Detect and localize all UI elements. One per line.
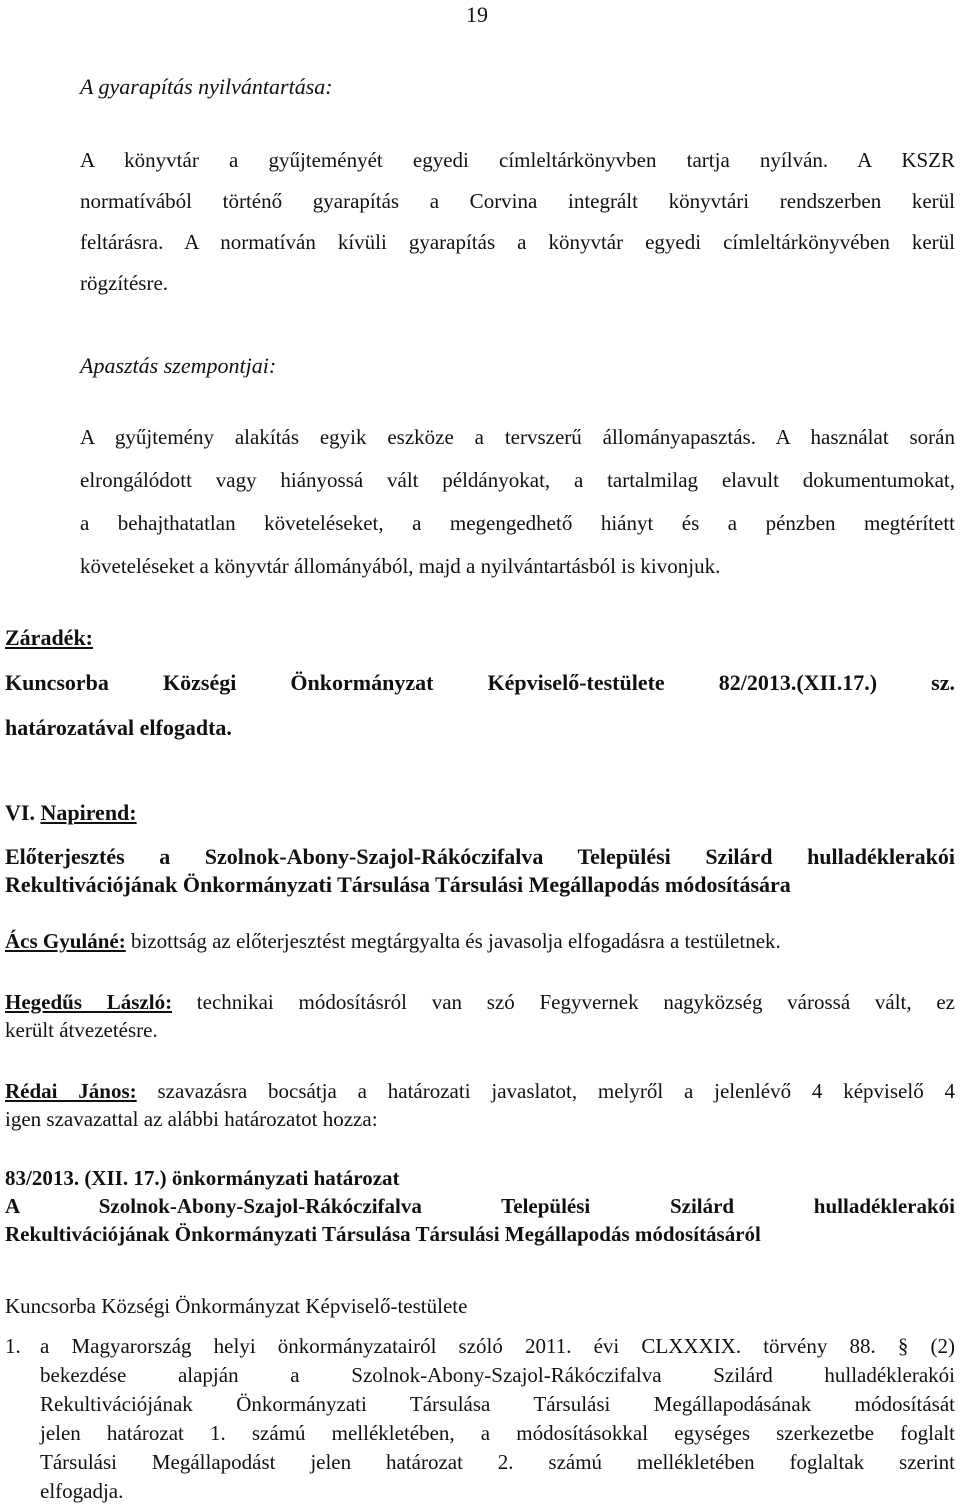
statement-line: igen szavazattal az alábbi határozatot hozza:	[5, 1107, 378, 1131]
paragraph-line: A könyvtár a gyűjteményét egyedi címleltárkönyvben tartja nyílván. A KSZR	[80, 148, 955, 172]
statement-line	[5, 988, 955, 1016]
item-line: elfogadja.	[40, 1479, 124, 1503]
paragraph-line: rögzítésre.	[80, 271, 169, 295]
paragraph-line: feltárásra. A normatíván kívüli gyarapítás a könyvtár egyedi címleltárkönyvében kerül	[80, 230, 955, 254]
item-number: 1.	[5, 1334, 21, 1358]
statement-text: bizottság az előterjesztést megtárgyalta és javasolja elfogadásra a testületnek.	[131, 929, 781, 953]
agenda-heading	[5, 800, 137, 826]
resolution-title-line: A Szolnok-Abony-Szajol-Rákóczifalva Települési Szilárd hulladéklerakói	[5, 1194, 955, 1218]
acquisition-heading: A gyarapítás nyilvántartása:	[80, 74, 333, 99]
clause-text	[5, 670, 955, 696]
item-line: bekezdése alapján a Szolnok-Abony-Szajol-Rákóczifalva Szilárd hulladéklerakói	[40, 1363, 955, 1387]
agenda-roman: VI.	[5, 800, 35, 825]
resolution-intro-line: Kuncsorba Községi Önkormányzat Képviselő-testülete	[5, 1294, 468, 1318]
paragraph-line: normatívából történő gyarapítás a Corvina integrált könyvtári rendszerben kerül	[80, 189, 955, 213]
agenda-label: Napirend:	[40, 800, 137, 825]
statement-line: került átvezetésre.	[5, 1018, 158, 1042]
item-line: Társulási Megállapodást jelen határozat 2. számú mellékletében foglaltak szerint	[40, 1450, 955, 1474]
item-text	[40, 1332, 955, 1506]
paragraph-line: követeléseket a könyvtár állományából, majd a nyilvántartásból is kivonjuk.	[80, 554, 721, 578]
paragraph-line: a behajthatatlan követeléseket, a megengedhető hiányt és a pénzben megtérített	[80, 511, 955, 535]
statement-line	[5, 927, 955, 955]
clause-text-end: határozatával elfogadta.	[5, 715, 232, 740]
item-line: Rekultivációjának Önkormányzati Társulása Társulási Megállapodásának módosítását	[40, 1392, 955, 1416]
acquisition-paragraph	[80, 140, 955, 304]
statement-line	[5, 1077, 955, 1105]
item-line: a Magyarország helyi önkormányzatairól szóló 2011. évi CLXXXIX. törvény 88. § (2)	[40, 1334, 955, 1358]
resolution-intro	[5, 1292, 955, 1320]
paragraph-line: A gyűjtemény alakítás egyik eszköze a tervszerű állományapasztás. A használat során	[80, 425, 955, 449]
resolution-title-line: Rekultivációjának Önkormányzati Társulása Társulási Megállapodás módosításáról	[5, 1222, 761, 1246]
clause-line: Kuncsorba Községi Önkormányzat Képviselő-testülete 82/2013.(XII.17.) sz.	[5, 670, 955, 695]
speaker-name: Ács Gyuláné:	[5, 929, 126, 953]
statement-text: szavazásra bocsátja a határozati javaslatot, melyről a jelenlévő 4 képviselő 4	[157, 1079, 955, 1103]
paragraph-line: elrongálódott vagy hiányossá vált példányokat, a tartalmilag elavult dokumentumokat,	[80, 468, 955, 492]
weeding-heading: Apasztás szempontjai:	[80, 353, 277, 378]
speaker-name: Rédai János:	[5, 1079, 137, 1103]
agenda-title-line: Rekultivációjának Önkormányzati Társulása Társulási Megállapodás módosítására	[5, 872, 791, 897]
resolution-header	[5, 1164, 955, 1248]
page-number: 19	[466, 2, 488, 27]
statement	[5, 927, 955, 955]
weeding-paragraph	[80, 416, 955, 588]
statement-text: technikai módosításról van szó Fegyvernek nagyközség várossá vált, ez	[196, 990, 955, 1014]
resolution-number: 83/2013. (XII. 17.) önkormányzati határozat	[5, 1166, 400, 1190]
speaker-name: Hegedűs László:	[5, 990, 173, 1014]
item-line: jelen határozat 1. számú mellékletében, a módosításokkal egységes szerkezetbe foglalt	[40, 1421, 955, 1445]
statement	[5, 988, 955, 1044]
clause-heading: Záradék:	[5, 625, 93, 650]
agenda-title-line: Előterjesztés a Szolnok-Abony-Szajol-Rákóczifalva Települési Szilárd hulladéklerakói	[5, 844, 955, 869]
statement	[5, 1077, 955, 1133]
agenda-title	[5, 843, 955, 899]
